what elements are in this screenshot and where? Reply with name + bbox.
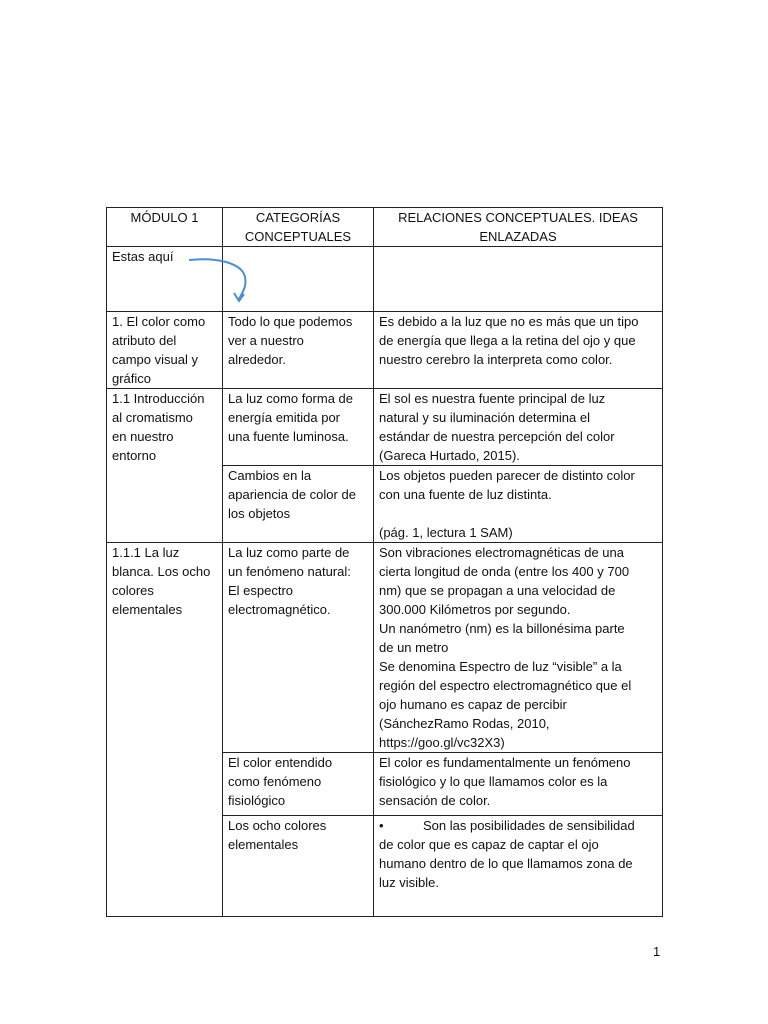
text-line: fisiológico y lo que llamamos color es la: [379, 774, 608, 789]
text-line: región del espectro electromagnético que el: [379, 678, 632, 693]
section3-category-1: [223, 543, 374, 753]
header-categories-line: CATEGORÍAS: [255, 210, 341, 225]
header-relations: [374, 208, 663, 247]
text-line: estándar de nuestra percepción del color: [379, 429, 615, 444]
estas-aqui-empty-relation: [374, 247, 663, 312]
text-line: nuestro cerebro la interpreta como color.: [379, 352, 613, 367]
section2-category-2: [223, 466, 374, 543]
header-module-line: MÓDULO 1: [130, 210, 199, 225]
section1-relation: [374, 312, 663, 389]
section2-relation-2: [374, 466, 663, 543]
text-line: elementales: [228, 837, 299, 852]
text-line: (SánchezRamo Rodas, 2010,: [379, 716, 550, 731]
text-line: un fenómeno natural:: [228, 564, 351, 579]
section2-row-1: [107, 389, 663, 466]
estas-aqui-row: [107, 247, 663, 312]
text-line: natural y su iluminación determina el: [379, 410, 590, 425]
text-line: (pág. 1, lectura 1 SAM): [379, 525, 513, 540]
bullet-icon: •: [379, 818, 384, 833]
text-line: ver a nuestro: [228, 333, 304, 348]
text-line: los objetos: [228, 506, 291, 521]
section3-relation-2: [374, 753, 663, 816]
text-line: Se denomina Espectro de luz “visible” a la: [379, 659, 622, 674]
section1-module: [107, 312, 223, 389]
text-line: como fenómeno: [228, 774, 322, 789]
text-line: una fuente luminosa.: [228, 429, 349, 444]
section2-relation-1: [374, 389, 663, 466]
section3-category-2: [223, 753, 374, 816]
concept-table: [106, 207, 663, 917]
text-line: Es debido a la luz que no es más que un tipo: [379, 314, 639, 329]
text-line: 1.1.1 La luz: [112, 545, 180, 560]
text-line: ojo humano es capaz de percibir: [379, 697, 567, 712]
text-line: Un nanómetro (nm) es la billonésima parte: [379, 621, 625, 636]
estas-aqui-label: Estas aquí: [112, 249, 174, 264]
header-relations-line: ENLAZADAS: [479, 229, 557, 244]
text-line: La luz como parte de: [228, 545, 350, 560]
header-categories-line: CONCEPTUALES: [244, 229, 352, 244]
text-line: https://goo.gl/vc32X3): [379, 735, 505, 750]
text-line: de energía que llega a la retina del ojo y que: [379, 333, 636, 348]
section3-row-1: [107, 543, 663, 753]
text-line: Los objetos pueden parecer de distinto color: [379, 468, 635, 483]
text-line: sensación de color.: [379, 793, 491, 808]
text-line: en nuestro: [112, 429, 174, 444]
text-line: alrededor.: [228, 352, 286, 367]
section2-category-1: [223, 389, 374, 466]
text-line: El color es fundamentalmente un fenómeno: [379, 755, 631, 770]
text-line: Cambios en la: [228, 468, 312, 483]
text-line: humano dentro de lo que llamamos zona de: [379, 856, 633, 871]
section1-row: [107, 312, 663, 389]
text-line: El sol es nuestra fuente principal de luz: [379, 391, 606, 406]
estas-aqui-cell: [107, 247, 223, 312]
text-line: Todo lo que podemos: [228, 314, 353, 329]
section1-category: [223, 312, 374, 389]
text-line: 1. El color como: [112, 314, 206, 329]
text-line: Los ocho colores: [228, 818, 327, 833]
text-line: de color que es capaz de captar el ojo: [379, 837, 599, 852]
text-line: La luz como forma de: [228, 391, 354, 406]
text-line: Son vibraciones electromagnéticas de una: [379, 545, 624, 560]
section3-relation-1: [374, 543, 663, 753]
text-line: 300.000 Kilómetros por segundo.: [379, 602, 571, 617]
text-line: con una fuente de luz distinta.: [379, 487, 552, 502]
header-categories: [223, 208, 374, 247]
text-line: luz visible.: [379, 875, 439, 890]
curved-arrow-icon: [187, 255, 257, 305]
header-row: [107, 208, 663, 247]
text-line: colores: [112, 583, 154, 598]
text-line: al cromatismo: [112, 410, 193, 425]
text-line: apariencia de color de: [228, 487, 356, 502]
section3-relation-3: [374, 816, 663, 917]
text-line: (Gareca Hurtado, 2015).: [379, 448, 520, 463]
text-line: de un metro: [379, 640, 449, 655]
text-line: El color entendido: [228, 755, 333, 770]
page-number: 1: [653, 944, 661, 959]
text-line: El espectro: [228, 583, 294, 598]
text-line: [379, 504, 657, 523]
bullet-line: [379, 816, 657, 835]
text-line: 1.1 Introducción: [112, 391, 205, 406]
text-line: elementales: [112, 602, 183, 617]
text-line: Son las posibilidades de sensibilidad: [423, 818, 635, 833]
text-line: blanca. Los ocho: [112, 564, 211, 579]
text-line: campo visual y: [112, 352, 198, 367]
header-relations-line: RELACIONES CONCEPTUALES. IDEAS: [398, 210, 638, 225]
text-line: cierta longitud de onda (entre los 400 y 700: [379, 564, 630, 579]
text-line: electromagnético.: [228, 602, 331, 617]
text-line: nm) que se propagan a una velocidad de: [379, 583, 616, 598]
text-line: fisiológico: [228, 793, 286, 808]
text-line: atributo del: [112, 333, 177, 348]
header-module: [107, 208, 223, 247]
text-line: energía emitida por: [228, 410, 341, 425]
section3-module: [107, 543, 223, 917]
section2-module: [107, 389, 223, 543]
text-line: gráfico: [112, 371, 152, 386]
section3-category-3: [223, 816, 374, 917]
text-line: entorno: [112, 448, 157, 463]
